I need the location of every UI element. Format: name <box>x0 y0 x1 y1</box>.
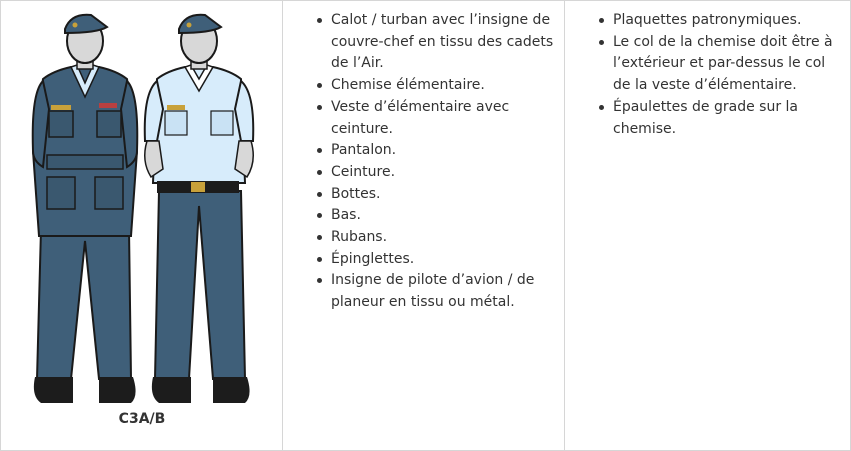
image-caption: C3A/B <box>118 411 166 427</box>
items-list-1 <box>283 1 564 314</box>
items-list-2 <box>565 1 850 140</box>
uniform-with-jacket-figure <box>33 15 138 403</box>
uniform-shirt-only-figure <box>145 15 254 403</box>
list-item: Bottes. <box>331 184 560 206</box>
list-item: Calot / turban avec l’insigne de couvre-chef en tissu des cadets de l’Air. <box>331 10 560 75</box>
list-item: Insigne de pilote d’avion / de planeur en tissu ou métal. <box>331 270 560 313</box>
list-item: Plaquettes patronymiques. <box>613 10 846 32</box>
list-item: Chemise élémentaire. <box>331 75 560 97</box>
list-item: Bas. <box>331 205 560 227</box>
uniform-illustration <box>1 1 283 411</box>
items-column-1 <box>283 1 565 450</box>
list-item: Épinglettes. <box>331 249 560 271</box>
list-item: Le col de la chemise doit être à l’extérieur et par-dessus le col de la veste d’élémentaire. <box>613 32 846 97</box>
uniform-image-cell <box>1 1 283 450</box>
items-column-2 <box>565 1 850 450</box>
list-item: Veste d’élémentaire avec ceinture. <box>331 97 560 140</box>
list-item: Rubans. <box>331 227 560 249</box>
list-item: Pantalon. <box>331 140 560 162</box>
list-item: Ceinture. <box>331 162 560 184</box>
list-item: Épaulettes de grade sur la chemise. <box>613 97 846 140</box>
